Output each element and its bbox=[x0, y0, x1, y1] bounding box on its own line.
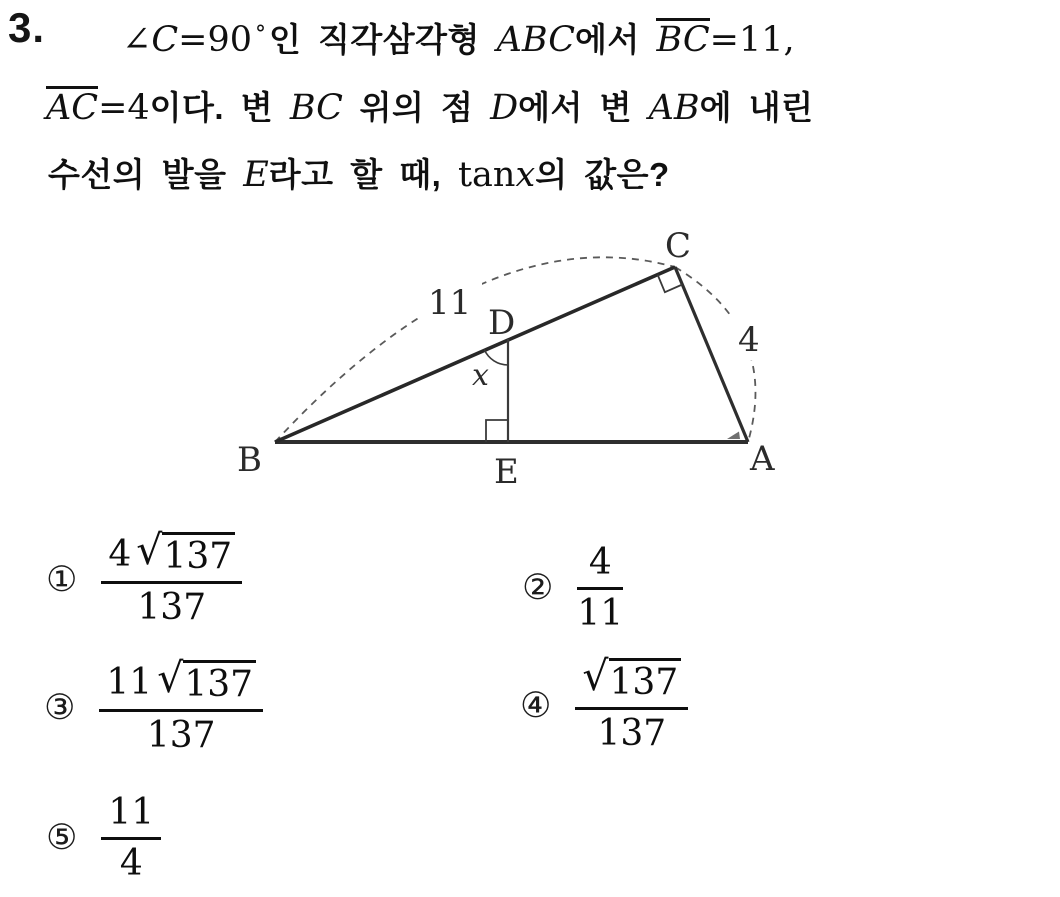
radical bbox=[582, 652, 681, 703]
option-4-fraction bbox=[575, 652, 688, 755]
korean-text: 위의 점 bbox=[342, 89, 491, 126]
option-1-fraction bbox=[101, 526, 242, 629]
var-e: E bbox=[243, 155, 269, 195]
option-2-fraction bbox=[577, 542, 623, 635]
triangle-diagram bbox=[215, 215, 805, 500]
question-line-2 bbox=[46, 82, 813, 129]
var-d: D bbox=[490, 88, 519, 128]
denominator: 11 bbox=[577, 593, 624, 635]
radicand: 137 bbox=[162, 532, 235, 577]
var-c: C bbox=[151, 20, 179, 60]
length-label-11: 11 bbox=[428, 283, 472, 323]
korean-text: 에서 bbox=[575, 21, 657, 58]
numerator bbox=[575, 652, 688, 707]
radical-sign: √ bbox=[582, 652, 609, 700]
denominator: 137 bbox=[146, 715, 216, 757]
korean-text: 이다. 변 bbox=[149, 89, 290, 126]
option-5-marker: ⑤ bbox=[46, 817, 78, 858]
equals: = bbox=[178, 20, 208, 60]
answer-option-5 bbox=[46, 792, 161, 885]
denominator: 4 bbox=[119, 843, 143, 885]
option-5-fraction bbox=[101, 792, 161, 885]
korean-text: 에서 변 bbox=[518, 89, 649, 126]
angle-mark-a bbox=[727, 432, 740, 440]
denominator: 137 bbox=[597, 713, 667, 755]
equals-11: =11, bbox=[709, 20, 795, 60]
question-line-1 bbox=[122, 14, 795, 61]
answer-option-4 bbox=[520, 652, 688, 755]
numerator: 11 bbox=[108, 792, 155, 833]
equals-4: =4 bbox=[98, 88, 150, 128]
var-abc: ABC bbox=[496, 20, 576, 60]
vertex-label-a: A bbox=[750, 439, 775, 479]
radical-sign: √ bbox=[157, 654, 184, 702]
angle-x-label: x bbox=[472, 358, 489, 393]
korean-text: 수선의 발을 bbox=[48, 156, 244, 193]
radical bbox=[157, 654, 256, 705]
question-line-3 bbox=[48, 149, 670, 196]
denominator: 137 bbox=[137, 587, 207, 629]
var-bc: BC bbox=[289, 88, 343, 128]
var-ab: AB bbox=[648, 88, 700, 128]
option-3-fraction bbox=[99, 654, 263, 757]
vertex-label-e: E bbox=[494, 452, 519, 492]
coefficient: 4 bbox=[108, 534, 132, 575]
radicand: 137 bbox=[183, 660, 256, 705]
radical bbox=[136, 526, 235, 577]
radicand: 137 bbox=[609, 658, 682, 703]
degree-symbol: ° bbox=[254, 22, 266, 47]
option-4-marker: ④ bbox=[520, 685, 552, 726]
radical-sign: √ bbox=[136, 526, 163, 574]
angle-symbol: ∠ bbox=[122, 20, 152, 60]
vertex-label-b: B bbox=[237, 440, 262, 480]
answer-option-2 bbox=[522, 542, 623, 635]
coefficient: 11 bbox=[106, 662, 153, 703]
vertex-label-d: D bbox=[488, 303, 516, 343]
korean-text: 라고 할 때, bbox=[268, 156, 458, 193]
value-90: 90 bbox=[207, 20, 252, 60]
tan-function: tan bbox=[457, 155, 516, 195]
segment-bc: BC bbox=[656, 20, 710, 60]
korean-text: 인 직각삼각형 bbox=[268, 21, 497, 58]
answer-option-1 bbox=[46, 526, 242, 629]
option-2-marker: ② bbox=[522, 567, 554, 608]
question-number: 3. bbox=[8, 4, 46, 51]
var-x: x bbox=[515, 155, 536, 195]
option-1-marker: ① bbox=[46, 559, 78, 600]
numerator bbox=[99, 654, 263, 709]
korean-text: 의 값은? bbox=[535, 156, 670, 193]
option-3-marker: ③ bbox=[44, 687, 76, 728]
numerator: 4 bbox=[588, 542, 612, 583]
right-angle-mark-e bbox=[486, 420, 508, 442]
answer-option-3 bbox=[44, 654, 263, 757]
length-label-4: 4 bbox=[738, 320, 760, 360]
vertex-label-c: C bbox=[665, 226, 692, 266]
korean-text: 에 내린 bbox=[699, 89, 814, 126]
segment-ac: AC bbox=[46, 88, 99, 128]
numerator bbox=[101, 526, 242, 581]
